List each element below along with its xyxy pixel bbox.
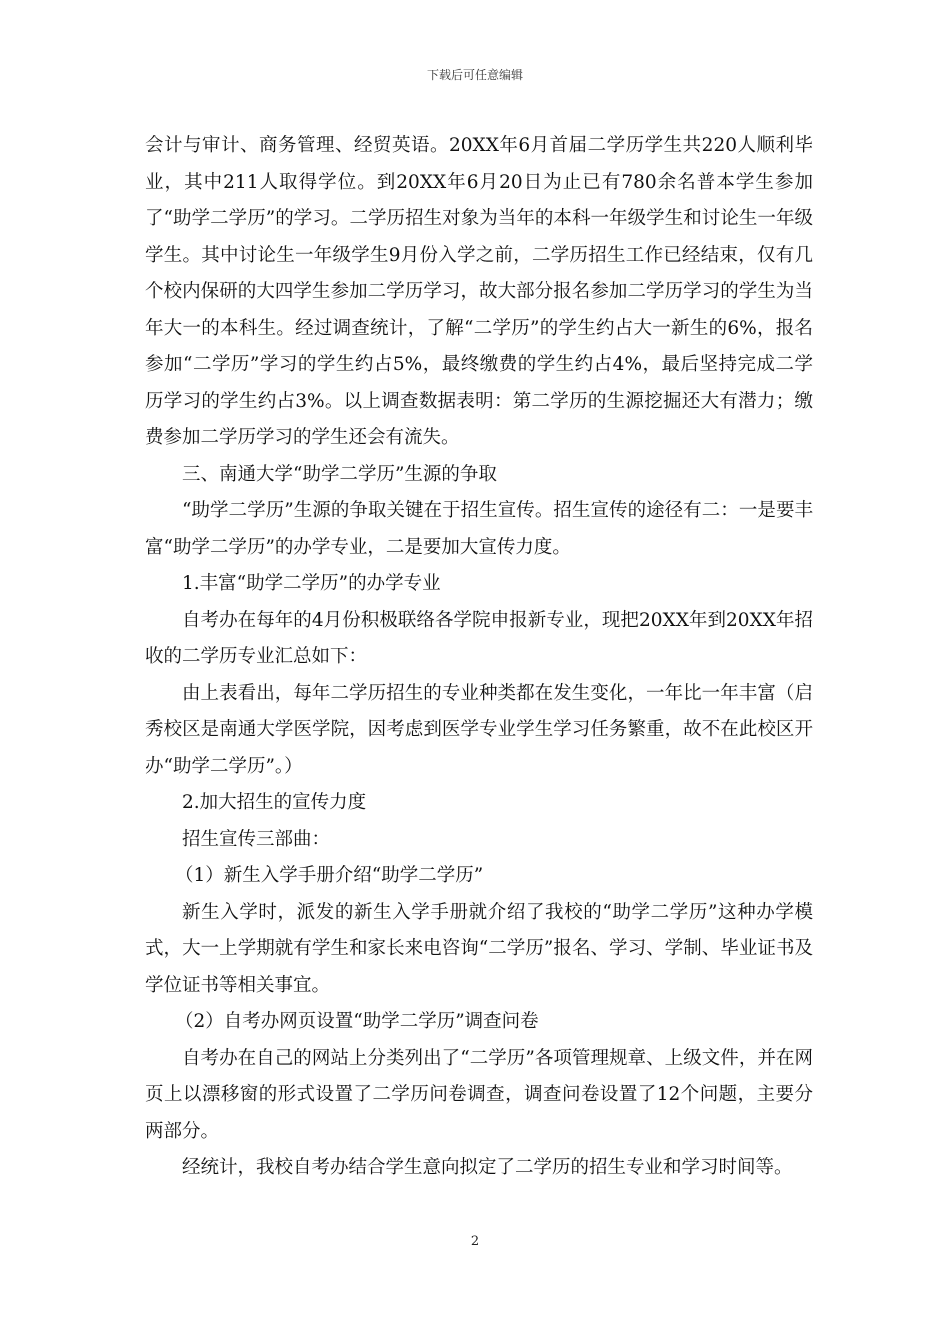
body-paragraph: 经统计，我校自考办结合学生意向拟定了二学历的招生专业和学习时间等。 [182, 1157, 793, 1178]
list-heading: （2）自考办网页设置“助学二学历”调查问卷 [175, 1011, 539, 1032]
document-body [145, 128, 813, 1187]
body-paragraph: “助学二学历”生源的争取关键在于招生宣传。招生宣传的途径有二：一是要丰富“助学二学历”的办学专业，二是要加大宣传力度。 [145, 500, 813, 558]
body-paragraph: 自考办在每年的4月份积极联络各学院申报新专业，现把20XX年到20XX年招收的二学历专业汇总如下： [145, 609, 813, 667]
section-heading: 三、南通大学“助学二学历”生源的争取 [182, 463, 497, 485]
list-heading: （1）新生入学手册介绍“助学二学历” [175, 865, 484, 886]
subsection-heading: 1.丰富“助学二学历”的办学专业 [182, 573, 441, 594]
body-paragraph: 招生宣传三部曲： [182, 828, 331, 850]
body-paragraph: 会计与审计、商务管理、经贸英语。20XX年6月首届二学历学生共220人顺利毕业，其中211人取得学位。到20XX年6月20日为止已有780余名普本学生参加了“助学二学历”的学习。二学历招生对象为当年的本科一年级学生和讨论生一年级学生。其中讨论生一年级学生9月份入学之前，二学历招生工作已经结束，仅有几个校内保研的大四学生参加二学历学习，故大部分报名参加二学历学习的学生为当年大一的本科生。经过调查统计，了解“二学历”的学生约占大一新生的6%，报名参加“二学历”学习的学生约占5%，最终缴费的学生约占4%，最后坚持完成二学历学习的学生约占3%。以上调查数据表明：第二学历的生源挖掘还大有潜力；缴费参加二学历学习的学生还会有流失。 [145, 135, 813, 448]
body-paragraph: 由上表看出，每年二学历招生的专业种类都在发生变化，一年比一年丰富（启秀校区是南通大学医学院，因考虑到医学专业学生学习任务繁重，故不在此校区开办“助学二学历”。） [145, 682, 813, 777]
page-number: 2 [470, 1234, 480, 1249]
body-paragraph: 新生入学时，派发的新生入学手册就介绍了我校的“助学二学历”这种办学模式，大一上学期就有学生和家长来电咨询“二学历”报名、学习、学制、毕业证书及学位证书等相关事宜。 [145, 901, 813, 996]
subsection-heading: 2.加大招生的宣传力度 [182, 792, 367, 813]
body-paragraph: 自考办在自己的网站上分类列出了“二学历”各项管理规章、上级文件，并在网页上以漂移窗的形式设置了二学历问卷调查，调查问卷设置了12个问题，主要分两部分。 [145, 1047, 813, 1142]
page-header: 下载后可任意编辑 [426, 68, 523, 82]
